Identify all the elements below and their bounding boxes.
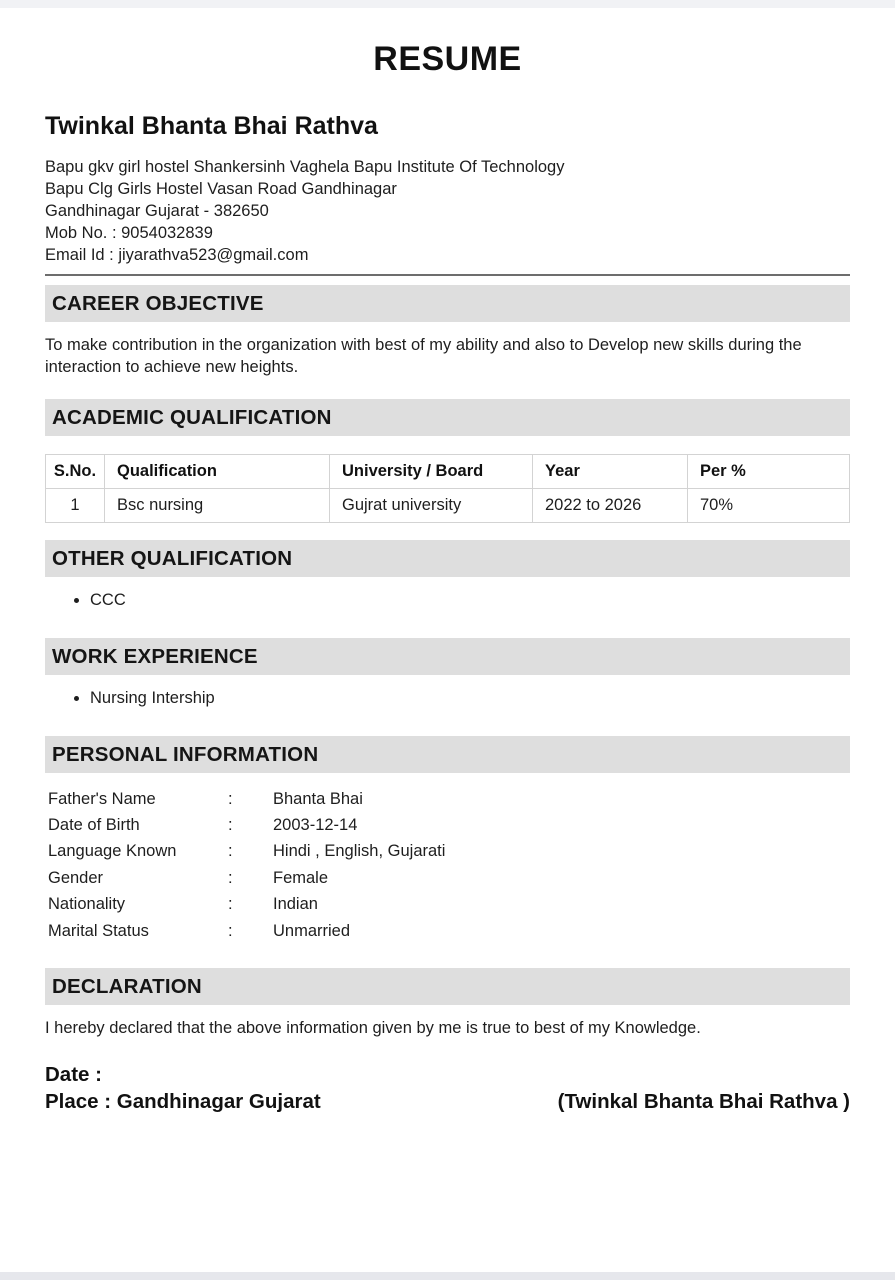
column-header-year: Year (533, 455, 688, 489)
list-item: • CCC (90, 589, 126, 611)
signature-name: (Twinkal Bhanta Bhai Rathva ) (557, 1090, 850, 1113)
personal-row-marital (45, 918, 445, 944)
personal-value: Female (273, 868, 329, 887)
work-experience-list (45, 687, 215, 709)
personal-label: Father's Name (48, 789, 156, 808)
address-line-2: Bapu Clg Girls Hostel Vasan Road Gandhinagar (45, 180, 397, 198)
personal-separator: : (228, 868, 233, 887)
cell-qualification: Bsc nursing (105, 489, 330, 523)
career-objective-text: To make contribution in the organization with best of my ability and also to Develop new skills during the interaction to achieve new heights. (45, 336, 802, 376)
column-header-sno: S.No. (46, 455, 105, 489)
personal-separator: : (228, 895, 233, 914)
personal-label: Nationality (48, 895, 126, 914)
date-line (45, 1063, 850, 1087)
date-label: Date : (45, 1063, 102, 1086)
personal-label: Marital Status (48, 921, 149, 940)
cell-year: 2022 to 2026 (533, 489, 688, 523)
declaration-text: I hereby declared that the above information given by me is true to best of my Knowledge. (45, 1019, 701, 1037)
cell-university: Gujrat university (330, 489, 533, 523)
personal-separator: : (228, 816, 233, 835)
other-qualification-heading: OTHER QUALIFICATION (45, 540, 850, 577)
mobile-number: Mob No. : 9054032839 (45, 224, 213, 242)
cell-percent: 70% (688, 489, 850, 523)
personal-separator: : (228, 921, 233, 940)
place-label: Place : Gandhinagar Gujarat (45, 1090, 321, 1113)
personal-value: Unmarried (273, 921, 351, 940)
personal-value: 2003-12-14 (273, 816, 358, 835)
header-divider (45, 274, 850, 276)
document-title: RESUME (373, 40, 522, 78)
personal-value: Bhanta Bhai (273, 789, 363, 808)
personal-information-heading: PERSONAL INFORMATION (45, 736, 850, 773)
personal-info-table (45, 786, 445, 944)
personal-row-nationality (45, 892, 445, 918)
contact-block (45, 156, 564, 266)
work-experience-heading: WORK EXPERIENCE (45, 638, 850, 675)
personal-row-father (45, 786, 445, 812)
personal-value: Hindi , English, Gujarati (273, 842, 446, 861)
personal-row-dob (45, 812, 445, 838)
personal-label: Date of Birth (48, 816, 140, 835)
career-objective-heading: CAREER OBJECTIVE (45, 285, 850, 322)
table-row (46, 489, 850, 523)
academic-qualification-heading: ACADEMIC QUALIFICATION (45, 399, 850, 436)
personal-row-gender (45, 865, 445, 891)
email-address: Email Id : jiyarathva523@gmail.com (45, 246, 309, 264)
personal-row-language (45, 839, 445, 865)
declaration-heading: DECLARATION (45, 968, 850, 1005)
academic-table-header (46, 455, 850, 489)
list-item: • Nursing Intership (90, 687, 215, 709)
personal-value: Indian (273, 895, 318, 914)
cell-sno: 1 (46, 489, 105, 523)
candidate-name: Twinkal Bhanta Bhai Rathva (45, 112, 378, 140)
column-header-university: University / Board (330, 455, 533, 489)
personal-separator: : (228, 789, 233, 808)
address-line-1: Bapu gkv girl hostel Shankersinh Vaghela Bapu Institute Of Technology (45, 158, 565, 176)
column-header-qualification: Qualification (105, 455, 330, 489)
column-header-percent: Per % (688, 455, 850, 489)
place-signature-line (45, 1090, 850, 1114)
address-line-3: Gandhinagar Gujarat - 382650 (45, 202, 269, 220)
other-qualification-list (45, 589, 126, 611)
academic-table (45, 454, 850, 523)
personal-label: Gender (48, 868, 104, 887)
personal-label: Language Known (48, 842, 177, 861)
personal-separator: : (228, 842, 233, 861)
